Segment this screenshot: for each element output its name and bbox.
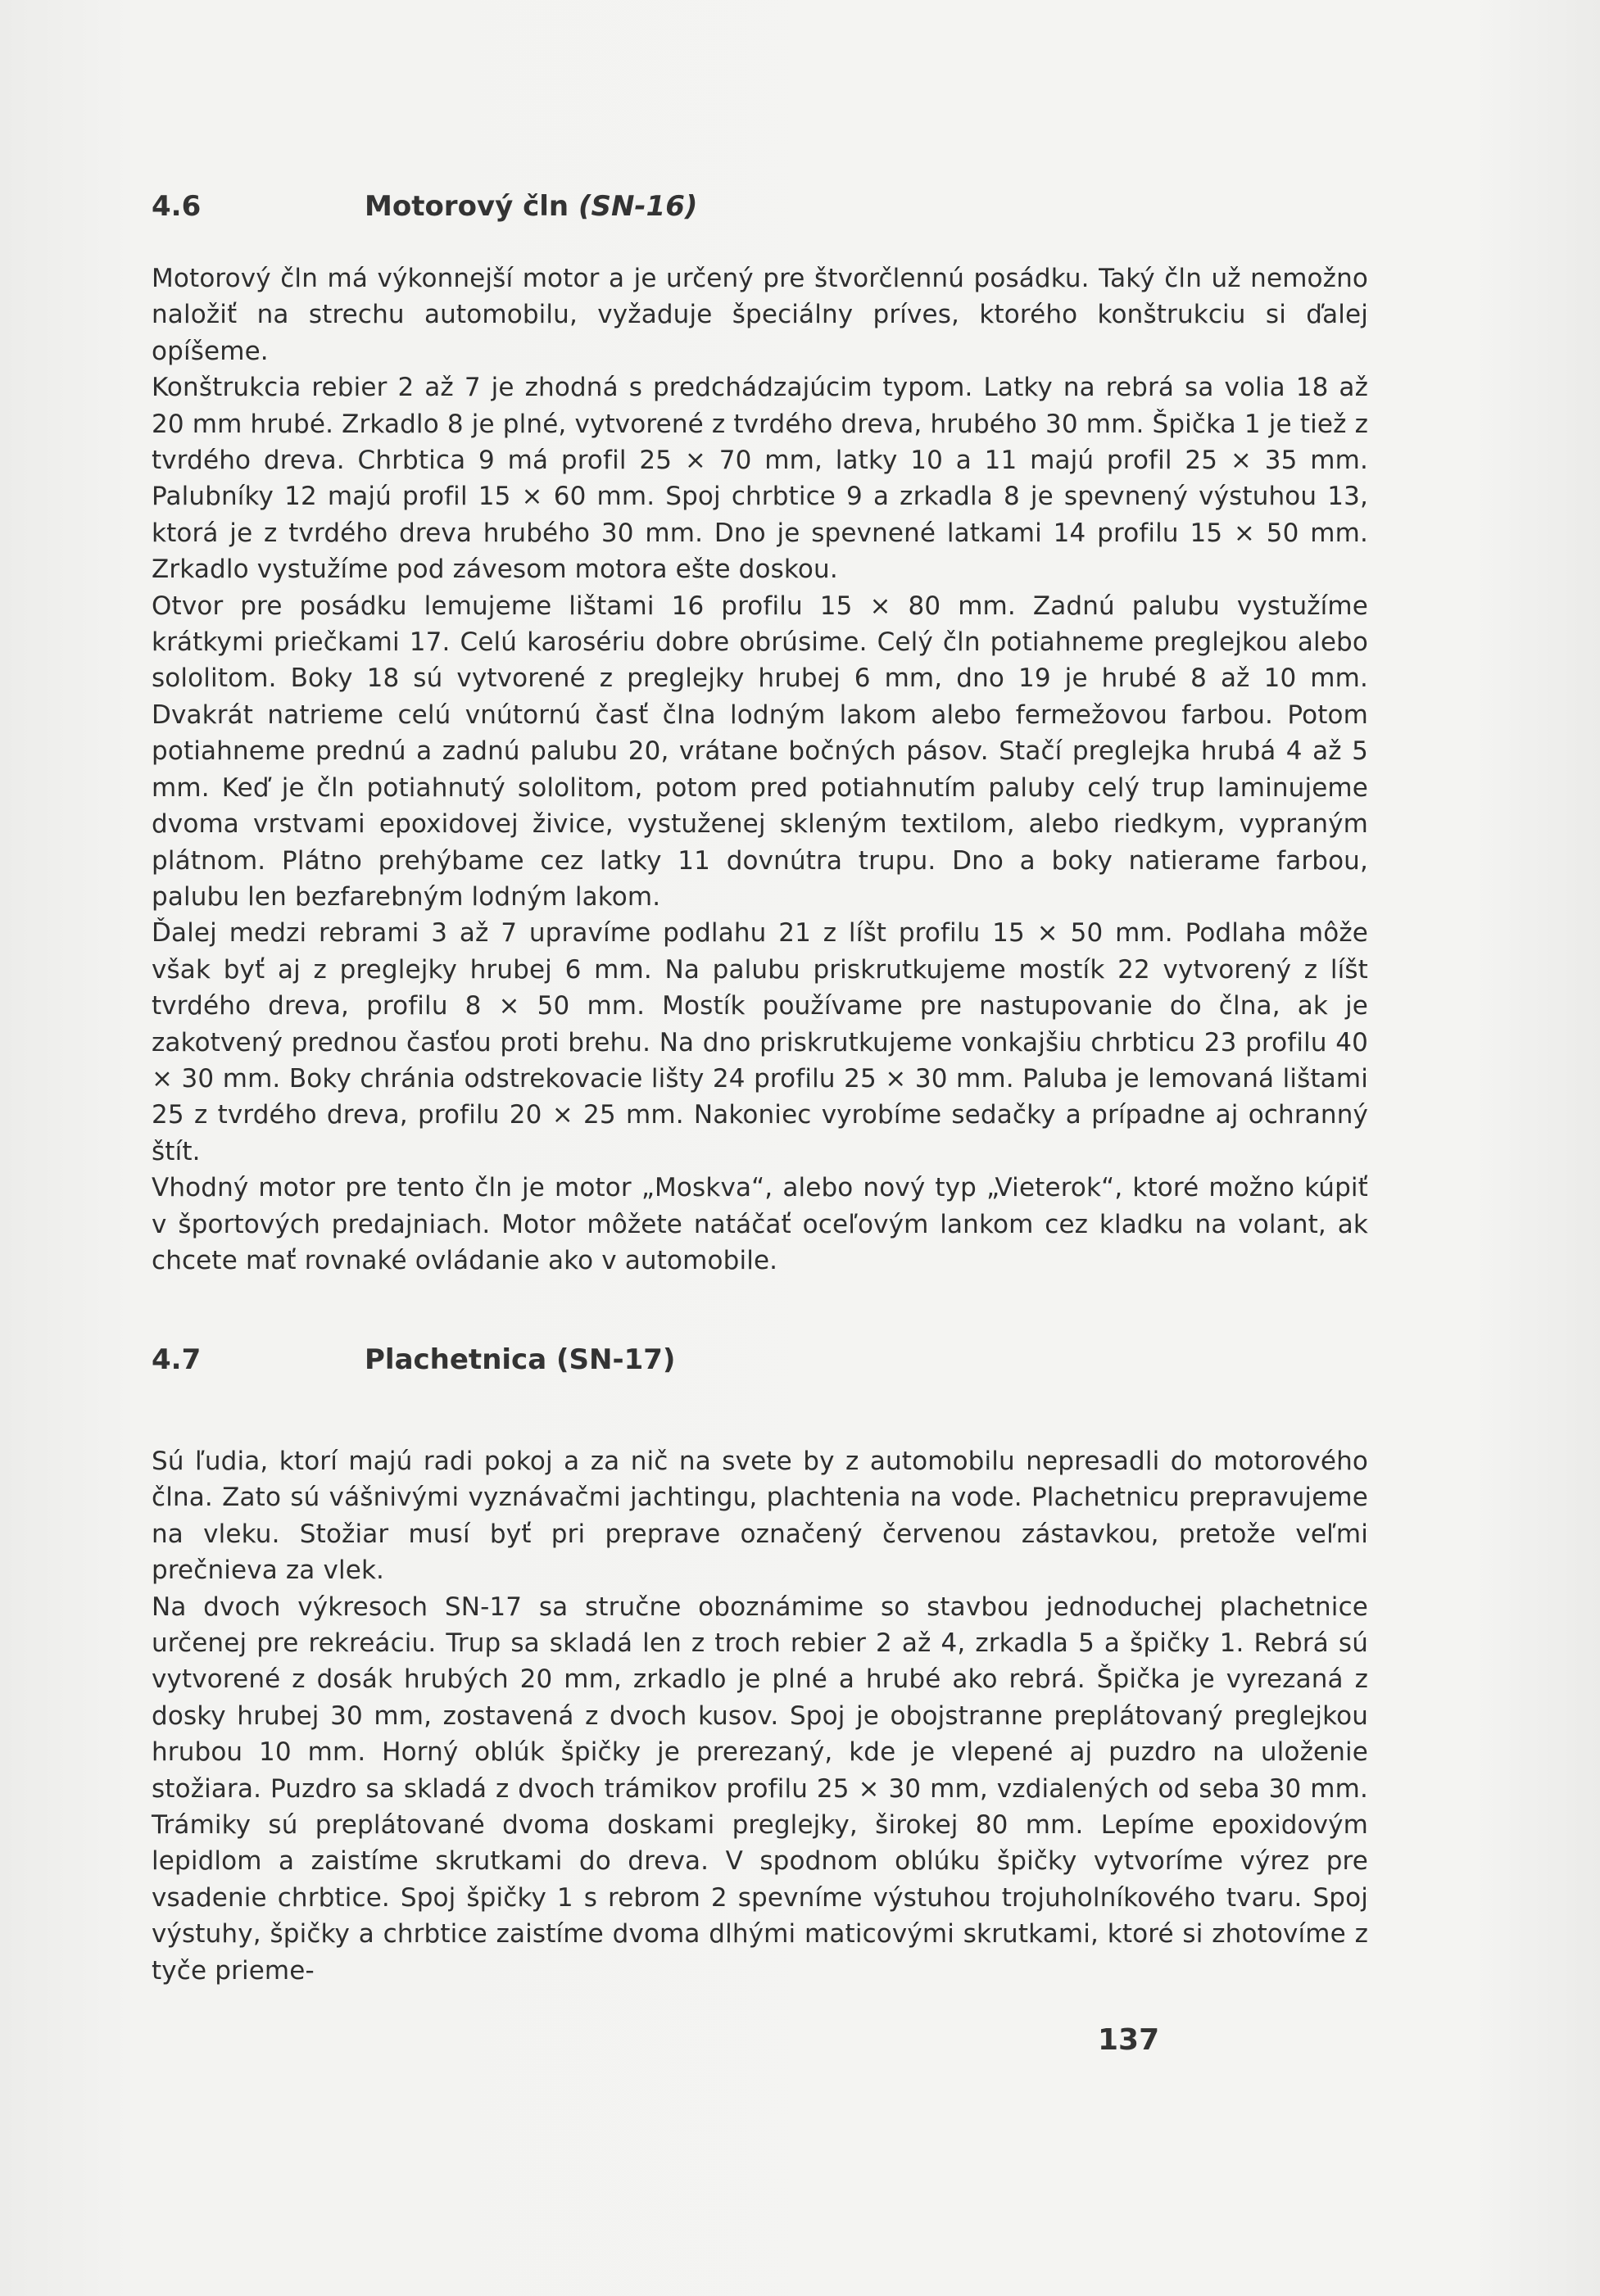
section-number: 4.7: [152, 1343, 202, 1376]
paragraph: Sú ľudia, ktorí majú radi pokoj a za nič na svete by z automobilu nepresadli do motorového člna. Zato sú vášnivými vyznávačmi jachtingu, plachtenia na vode. Plachetnicu prepravujeme na vleku. Stožiar musí byť pri preprave označený červenou zástavkou, pretože veľmi prečnieva za vlek.: [152, 1447, 1368, 1586]
section-title: Plachetnica (SN-17): [365, 1343, 676, 1376]
section-4-6-heading: [152, 190, 1368, 223]
paragraph: Ďalej medzi rebrami 3 až 7 upravíme podlahu 21 z líšt profilu 15 × 50 mm. Podlaha môže však byť aj z preglejky hrubej 6 mm. Na palubu priskrutkujeme mostík 22 vytvorený z líšt tvrdého dreva, profilu 8 × 50 mm. Mostík používame pre nastupovanie do člna, ak je zakotvený prednou časťou proti brehu. Na dno priskrutkujeme vonkajšiu chrbticu 23 profilu 40 × 30 mm. Boky chránia odstrekovacie lišty 24 profilu 25 × 30 mm. Paluba je lemovaná lištami 25 z tvrdého dreva, profilu 20 × 25 mm. Nakoniec vyrobíme sedačky a prípadne aj ochranný štít.: [152, 918, 1368, 1166]
section-number: 4.6: [152, 190, 202, 223]
paragraph: Vhodný motor pre tento čln je motor „Moskva“, alebo nový typ „Vieterok“, ktoré možno kúpiť v športových predajniach. Motor môžete natáčať oceľovým lankom cez kladku na volant, ak chcete mať rovnaké ovládanie ako v automobile.: [152, 1173, 1368, 1275]
section-4-7-heading: [152, 1343, 1368, 1376]
paragraph: Konštrukcia rebier 2 až 7 je zhodná s predchádzajúcim typom. Latky na rebrá sa volia 18 až 20 mm hrubé. Zrkadlo 8 je plné, vytvorené z tvrdého dreva, hrubého 30 mm. Špička 1 je tiež z tvrdého dreva. Chrbtica 9 má profil 25 × 70 mm, latky 10 a 11 majú profil 25 × 35 mm. Palubníky 12 majú profil 15 × 60 mm. Spoj chrbtice 9 a zrkadla 8 je spevnený výstuhou 13, ktorá je z tvrdého dreva hrubého 30 mm. Dno je spevnené latkami 14 profilu 15 × 50 mm. Zrkadlo vystužíme pod závesom motora ešte doskou.: [152, 373, 1368, 585]
paragraph: Motorový čln má výkonnejší motor a je určený pre štvorčlennú posádku. Taký čln už nemožno naložiť na strechu automobilu, vyžaduje špeciálny príves, ktorého konštrukciu si ďalej opíšeme.: [152, 264, 1368, 366]
paragraph: Na dvoch výkresoch SN-17 sa stručne oboznámime so stavbou jednoduchej plachetnice určenej pre rekreáciu. Trup sa skladá len z troch rebier 2 až 4, zrkadla 5 a špičky 1. Rebrá sú vytvorené z dosák hrubých 20 mm, zrkadlo je plné a hrubé ako rebrá. Špička je vyrezaná z dosky hrubej 30 mm, zostavená z dvoch kusov. Spoj je obojstranne preplátovaný preglejkou hrubou 10 mm. Horný oblúk špičky je prerezaný, kde je vlepené aj puzdro na uloženie stožiara. Puzdro sa skladá z dvoch trámikov profilu 25 × 30 mm, vzdialených od seba 30 mm. Trámiky sú preplátované dvoma doskami preglejky, širokej 80 mm. Lepíme epoxidovým lepidlom a zaistíme skrutkami do dreva. V spodnom oblúku špičky vytvoríme výrez pre vsadenie chrbtice. Spoj špičky 1 s rebrom 2 spevníme výstuhou trojuholníkového tvaru. Spoj výstuhy, špičky a chrbtice zaistíme dvoma dlhými maticovými skrutkami, ktoré si zhotovíme z tyče prieme-: [152, 1592, 1368, 1986]
section-4-7-body: [152, 1443, 1368, 1989]
page-number: 137: [1098, 2023, 1160, 2057]
section-title: Motorový čln (SN-16): [365, 190, 698, 223]
section-4-6-body: [152, 260, 1368, 1279]
paragraph: Otvor pre posádku lemujeme lištami 16 profilu 15 × 80 mm. Zadnú palubu vystužíme krátkymi priečkami 17. Celú karosériu dobre obrúsime. Celý čln potiahneme preglejkou alebo sololitom. Boky 18 sú vytvorené z preglejky hrubej 6 mm, dno 19 je hrubé 8 až 10 mm. Dvakrát natrieme celú vnútornú časť člna lodným lakom alebo fermežovou farbou. Potom potiahneme prednú a zadnú palubu 20, vrátane bočných pásov. Stačí preglejka hrubá 4 až 5 mm. Keď je čln potiahnutý sololitom, potom pred potiahnutím paluby celý trup laminujeme dvoma vrstvami epoxidovej živice, vystuženej skleným textilom, alebo riedkym, vypraným plátnom. Plátno prehýbame cez latky 11 dovnútra trupu. Dno a boky natierame farbou, palubu len bezfarebným lodným lakom.: [152, 591, 1368, 912]
